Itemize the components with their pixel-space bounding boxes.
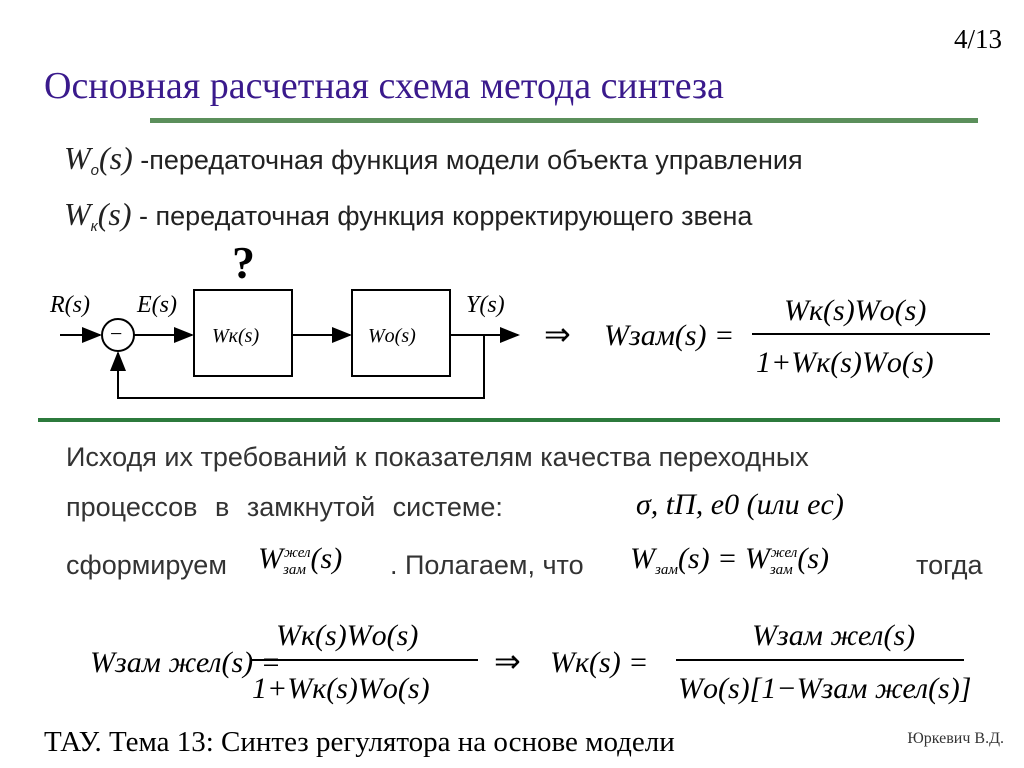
quality-indicators: σ, tП, e0 (или eс) <box>636 488 844 521</box>
sum-sign: − <box>110 321 123 346</box>
paragraph-line-3-end: тогда <box>916 550 983 580</box>
formula-denominator-2: Wо(s)[1−Wзам жел(s)] <box>678 672 972 705</box>
error-label: E(s) <box>137 292 177 318</box>
slide-title: Основная расчетная схема метода синтеза <box>44 65 724 107</box>
paragraph-line-1: Исходя их требований к показателям качества переходных <box>66 442 809 472</box>
formula-lhs: Wзам жел(s) = <box>90 646 281 679</box>
paragraph-line-3-start: сформируем <box>66 550 227 580</box>
author: Юркевич В.Д. <box>907 730 1004 747</box>
assumption-formula: $W_{зам}(s) = W_{зам}^{жел}(s)$ <box>630 542 830 578</box>
formula-rhs-lhs: Wк(s) = <box>550 646 649 679</box>
definition-plant-text: -передаточная функция модели объекта управления <box>140 145 803 175</box>
definition-controller-text: - передаточная функция корректирующего звена <box>139 201 753 231</box>
formula-denominator-1: 1+Wк(s)Wо(s) <box>252 672 430 705</box>
closed-loop-lhs: Wзам(s) = <box>604 319 735 352</box>
section-divider <box>38 418 1000 422</box>
output-label: Y(s) <box>466 292 505 318</box>
synthesis-formula <box>0 600 1024 720</box>
input-label: R(s) <box>50 292 90 318</box>
paragraph-line-2: процессов в замкнутой системе: <box>66 492 503 522</box>
definition-controller: $W_к(s)$ - передаточная функция корректирующего звена <box>64 196 753 235</box>
footer-topic: ТАУ. Тема 13: Синтез регулятора на основе модели <box>44 726 675 758</box>
feedback-path <box>118 335 484 398</box>
title-underline <box>150 118 978 123</box>
implies-symbol: ⇒ <box>544 316 571 352</box>
closed-loop-denominator: 1+Wк(s)Wо(s) <box>756 346 934 379</box>
closed-loop-numerator: Wк(s)Wо(s) <box>784 294 927 327</box>
question-mark: ? <box>232 237 255 288</box>
formula-numerator-2: Wзам жел(s) <box>752 619 916 652</box>
formula-numerator-1: Wк(s)Wо(s) <box>276 619 419 652</box>
page-number: 4/13 <box>953 24 1002 54</box>
paragraph-line-3-mid: . Полагаем, что <box>390 550 584 580</box>
controller-label: Wк(s) <box>212 325 260 347</box>
desired-tf: $W_{зам}^{жел}(s)$ <box>258 542 343 578</box>
formula-implies: ⇒ <box>494 643 521 679</box>
plant-label: Wо(s) <box>368 325 416 347</box>
block-diagram <box>0 230 1024 415</box>
definition-plant: $W_о(s)$ -передаточная функция модели объекта управления <box>64 140 803 179</box>
